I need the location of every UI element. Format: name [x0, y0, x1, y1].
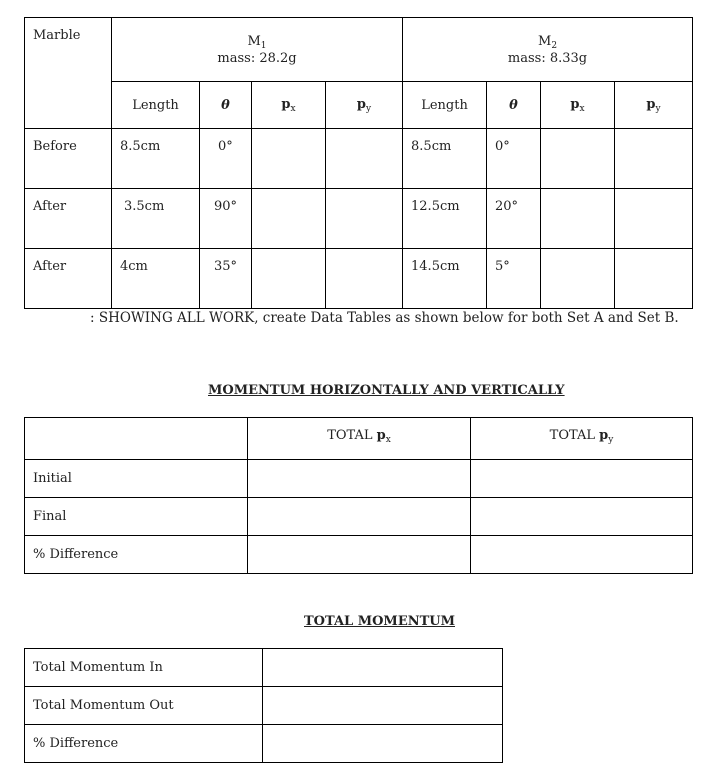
m1-length-cell: 8.5cm [112, 129, 200, 189]
total-px-sub: x [385, 435, 391, 445]
m2-px-p: p [570, 96, 580, 112]
row-label: Before [25, 129, 112, 189]
table-row [25, 249, 693, 309]
value-cell [263, 649, 503, 687]
m2-py-p: p [646, 96, 656, 112]
value-cell [263, 725, 503, 763]
row-label: % Difference [25, 536, 248, 574]
total-py-p: p [599, 428, 609, 443]
m1-px-sub: x [290, 103, 296, 114]
m2-px-sub: x [579, 103, 585, 114]
total-py-label: TOTAL [549, 428, 595, 443]
m1-theta-cell: 35° [200, 249, 252, 309]
m1-length-cell: 3.5cm [112, 189, 200, 249]
table-row [25, 649, 503, 687]
m1-mass: mass: 28.2g [217, 50, 297, 66]
m2-py-header [615, 82, 693, 129]
m2-length-cell: 14.5cm [403, 249, 487, 309]
m2-theta-header: θ [487, 82, 541, 129]
m1-px-p: p [281, 96, 291, 112]
m2-py-cell [615, 129, 693, 189]
momentum-hv-title: MOMENTUM HORIZONTALLY AND VERTICALLY [208, 383, 565, 398]
m1-theta-cell: 0° [200, 129, 252, 189]
m2-length-cell: 8.5cm [403, 129, 487, 189]
m1-py-header [326, 82, 403, 129]
m2-theta-cell: 20° [487, 189, 541, 249]
blank-header-cell [25, 418, 248, 460]
total-py-cell [471, 536, 693, 574]
table-row [25, 189, 693, 249]
m2-px-cell [541, 129, 615, 189]
m2-length-cell: 12.5cm [403, 189, 487, 249]
row-label: Initial [25, 460, 248, 498]
m1-theta-cell: 90° [200, 189, 252, 249]
m1-py-cell [326, 129, 403, 189]
m2-length-header: Length [403, 82, 487, 129]
row-label: % Difference [25, 725, 263, 763]
row-label: Total Momentum In [25, 649, 263, 687]
value-cell [263, 687, 503, 725]
m1-py-cell [326, 189, 403, 249]
total-px-p: p [376, 428, 386, 443]
marble-label: Marble [33, 28, 81, 43]
table-row [25, 460, 693, 498]
m2-py-cell [615, 189, 693, 249]
total-py-sub: y [608, 435, 614, 445]
m1-header [112, 18, 403, 82]
total-momentum-title: TOTAL MOMENTUM [304, 614, 456, 629]
total-px-cell [248, 498, 471, 536]
m1-name-sub: 1 [260, 40, 267, 51]
m2-mass: mass: 8.33g [507, 50, 588, 66]
m1-name-text: M [247, 33, 261, 49]
total-px-label: TOTAL [327, 428, 373, 443]
total-px-header [248, 418, 471, 460]
m2-theta-cell: 5° [487, 249, 541, 309]
m2-name-sub: 2 [551, 40, 558, 51]
m1-px-header [252, 82, 326, 129]
total-px-cell [248, 536, 471, 574]
table-row [25, 687, 503, 725]
m1-length-cell: 4cm [112, 249, 200, 309]
marble-data-table [24, 17, 693, 309]
m2-py-sub: y [655, 103, 661, 114]
momentum-hv-table [24, 417, 693, 574]
m1-px-cell [252, 249, 326, 309]
row-label: After [25, 189, 112, 249]
table-row [25, 536, 693, 574]
m1-py-cell [326, 249, 403, 309]
row-label: Total Momentum Out [25, 687, 263, 725]
m2-px-cell [541, 189, 615, 249]
m1-py-sub: y [366, 103, 372, 114]
m1-name [112, 34, 402, 51]
marble-header-cell [25, 18, 112, 129]
m2-header [403, 18, 693, 82]
instruction-text: : SHOWING ALL WORK, create Data Tables as shown below for both Set A and Set B. [90, 310, 679, 326]
total-py-cell [471, 460, 693, 498]
total-py-header [471, 418, 693, 460]
m2-name [403, 34, 692, 51]
m2-px-header [541, 82, 615, 129]
m2-py-cell [615, 249, 693, 309]
m1-length-header: Length [112, 82, 200, 129]
table-row [25, 129, 693, 189]
m2-name-text: M [538, 33, 552, 49]
total-momentum-table [24, 648, 503, 763]
m1-py-p: p [356, 96, 366, 112]
m1-theta-header: θ [200, 82, 252, 129]
row-label: After [25, 249, 112, 309]
m2-px-cell [541, 249, 615, 309]
row-label: Final [25, 498, 248, 536]
table-row [25, 498, 693, 536]
m1-px-cell [252, 129, 326, 189]
total-px-cell [248, 460, 471, 498]
m2-theta-cell: 0° [487, 129, 541, 189]
table-row [25, 725, 503, 763]
total-py-cell [471, 498, 693, 536]
m1-px-cell [252, 189, 326, 249]
